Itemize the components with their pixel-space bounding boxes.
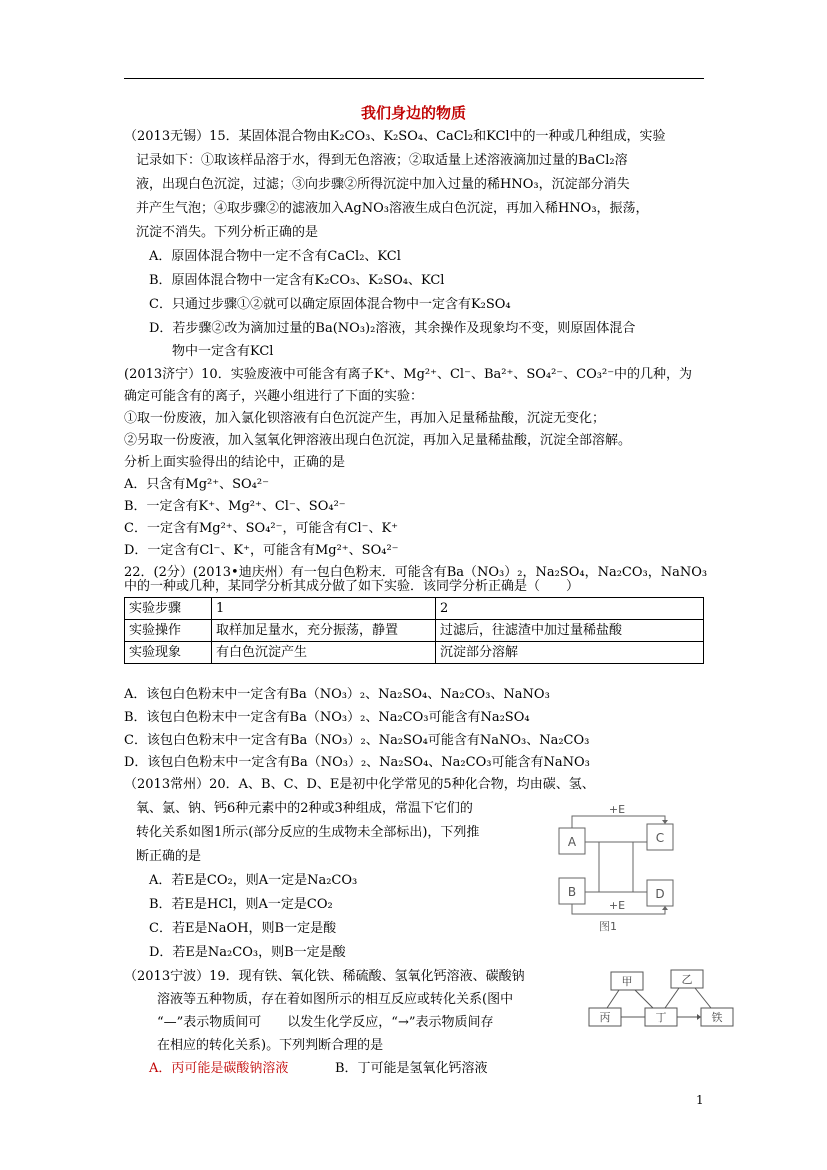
table-cell: 取样加足量水，充分振荡，静置 — [212, 620, 436, 642]
q3-option-a: A．该包白色粉末中一定含有Ba（NO₃）₂、Na₂SO₄、Na₂CO₃、NaNO₃ — [124, 687, 550, 702]
q2-line: 分析上面实验得出的结论中，正确的是 — [124, 455, 346, 470]
page-number: 1 — [696, 1093, 704, 1107]
q5-line: 溶液等五种物质，存在着如图所示的相互反应或转化关系(图中 — [157, 992, 514, 1007]
arrow-head — [697, 1014, 701, 1020]
q1-option-c: C．只通过步骤①②就可以确定原固体混合物中一定含有K₂SO₄ — [149, 297, 511, 312]
q4-line: 氧、氯、钠、钙6种元素中的2种或3种组成，常温下它们的 — [136, 801, 473, 816]
q4-line: 断正确的是 — [136, 849, 202, 864]
q4-line: （2013常州）20．A、B、C、D、E是初中化学常见的5种化合物，均由碳、氢、 — [124, 777, 595, 792]
table-cell: 沉淀部分溶解 — [436, 642, 704, 664]
q5-line: 在相应的转化关系)。下列判断合理的是 — [157, 1038, 384, 1053]
q5-line: “—”表示物质间可 以发生化学反应，“→”表示物质间存 — [157, 1015, 494, 1030]
q2-line: ①取一份废液，加入氯化钡溶液有白色沉淀产生，再加入足量稀盐酸，沉淀无变化； — [124, 411, 606, 426]
q2-line: (2013济宁）10．实验废液中可能含有离子K⁺、Mg²⁺、Cl⁻、Ba²⁺、SO₄²⁻、CO₃²⁻中的几种，为 — [124, 367, 693, 382]
q2-option-b: B．一定含有K⁺、Mg²⁺、Cl⁻、SO₄²⁻ — [124, 499, 346, 514]
q5-option-b: B．丁可能是氢氧化钙溶液 — [335, 1061, 488, 1076]
q1-option-d-cont: 物中一定含有KCl — [172, 344, 274, 359]
table-cell: 有白色沉淀产生 — [212, 642, 436, 664]
q1-option-a: A．原固体混合物中一定不含有CaCl₂、KCl — [149, 249, 401, 264]
table-cell: 实验现象 — [125, 642, 212, 664]
arrow-top-label: +E — [608, 803, 626, 816]
q1-line: （2013无锡）15．某固体混合物由K₂CO₃、K₂SO₄、CaCl₂和KCl中的一种或几种组成，实验 — [124, 129, 666, 144]
node-label: 甲 — [621, 975, 633, 988]
table-row — [125, 620, 704, 642]
q3-option-c: C．该包白色粉末中一定含有Ba（NO₃）₂、Na₂SO₄可能含有NaNO₃、Na₂CO₃ — [124, 733, 590, 748]
q3-option-b: B．该包白色粉末中一定含有Ba（NO₃）₂、Na₂CO₃可能含有Na₂SO₄ — [124, 710, 530, 725]
arrow-head — [662, 820, 668, 824]
page-title: 我们身边的物质 — [360, 104, 466, 122]
q2-option-d: D．一定含有Cl⁻、K⁺，可能含有Mg²⁺、SO₄²⁻ — [124, 543, 399, 558]
q1-line: 并产生气泡；④取步骤②的滤液加入AgNO₃溶液生成白色沉淀，再加入稀HNO₃，振荡， — [136, 201, 649, 216]
table-cell: 实验操作 — [125, 620, 212, 642]
q1-line: 记录如下：①取该样品溶于水，得到无色溶液；②取适量上述溶液滴加过量的BaCl₂溶 — [136, 153, 628, 168]
arrow-bottom-label: +E — [608, 899, 626, 912]
node-label: 丁 — [655, 1011, 667, 1024]
figure-caption: 图1 — [599, 920, 617, 933]
q5-option-a: A．丙可能是碳酸钠溶液 — [149, 1061, 289, 1076]
connector — [607, 990, 619, 1008]
q1-option-b: B．原固体混合物中一定含有K₂CO₃、K₂SO₄、KCl — [149, 273, 445, 288]
figure-1-diagram — [553, 802, 683, 934]
q4-option-a: A．若E是CO₂，则A一定是Na₂CO₃ — [149, 873, 358, 888]
q2-option-c: C．一定含有Mg²⁺、SO₄²⁻，可能含有Cl⁻、K⁺ — [124, 521, 399, 536]
table-cell: 2 — [436, 598, 704, 620]
q4-option-d: D．若E是Na₂CO₃，则B一定是酸 — [149, 945, 346, 960]
label-a: A — [567, 835, 577, 849]
q5-line: （2013宁波）19．现有铁、氧化铁、稀硫酸、氢氧化钙溶液、碳酸钠 — [124, 969, 525, 984]
q1-option-d: D．若步骤②改为滴加过量的Ba(NO₃)₂溶液，其余操作及现象均不变，则原固体混合 — [149, 321, 636, 336]
q2-line: ②另取一份废液，加入氢氧化钾溶液出现白色沉淀，再加入足量稀盐酸，沉淀全部溶解。 — [124, 433, 632, 448]
q3-option-d: D．该包白色粉末中一定含有Ba（NO₃）₂、Na₂SO₄、Na₂CO₃可能含有NaNO₃ — [124, 755, 590, 770]
label-c: C — [655, 831, 665, 845]
q3-line: 22．(2分）(2013•迪庆州）有一包白色粉末．可能含有Ba（NO₃）₂，Na₂SO₄，Na₂CO₃，NaNO₃ — [124, 565, 708, 580]
node-label: 铁 — [711, 1011, 723, 1024]
table-cell: 实验步骤 — [125, 598, 212, 620]
table-row — [125, 598, 704, 620]
q2-line: 确定可能含有的离子，兴趣小组进行了下面的实验： — [124, 389, 424, 404]
q1-line: 液，出现白色沉淀，过滤；③向步骤②所得沉淀中加入过量的稀HNO₃，沉淀部分消失 — [136, 177, 630, 192]
reaction-diagram — [585, 964, 745, 1044]
connector — [695, 988, 711, 1008]
node-label: 丙 — [599, 1011, 611, 1024]
q4-line: 转化关系如图1所示(部分反应的生成物未全部标出)，下列推 — [136, 825, 480, 840]
label-b: B — [567, 885, 577, 899]
arrow-head — [662, 906, 668, 910]
table-cell: 过滤后，往滤渣中加过量稀盐酸 — [436, 620, 704, 642]
q2-option-a: A．只含有Mg²⁺、SO₄²⁻ — [124, 477, 269, 492]
connector — [635, 990, 653, 1008]
node-label: 乙 — [681, 973, 693, 986]
header-rule — [124, 78, 704, 79]
table-cell: 1 — [212, 598, 436, 620]
q4-option-c: C．若E是NaOH，则B一定是酸 — [149, 921, 337, 936]
label-d: D — [655, 887, 665, 901]
q1-line: 沉淀不消失。下列分析正确的是 — [136, 225, 319, 240]
q3-line: 中的一种或几种，某同学分析其成分做了如下实验．该同学分析正确是（ ） — [124, 579, 580, 594]
table-row — [125, 642, 704, 664]
connector — [665, 988, 679, 1008]
experiment-table — [124, 597, 704, 664]
q4-option-b: B．若E是HCl，则A一定是CO₂ — [149, 897, 333, 912]
